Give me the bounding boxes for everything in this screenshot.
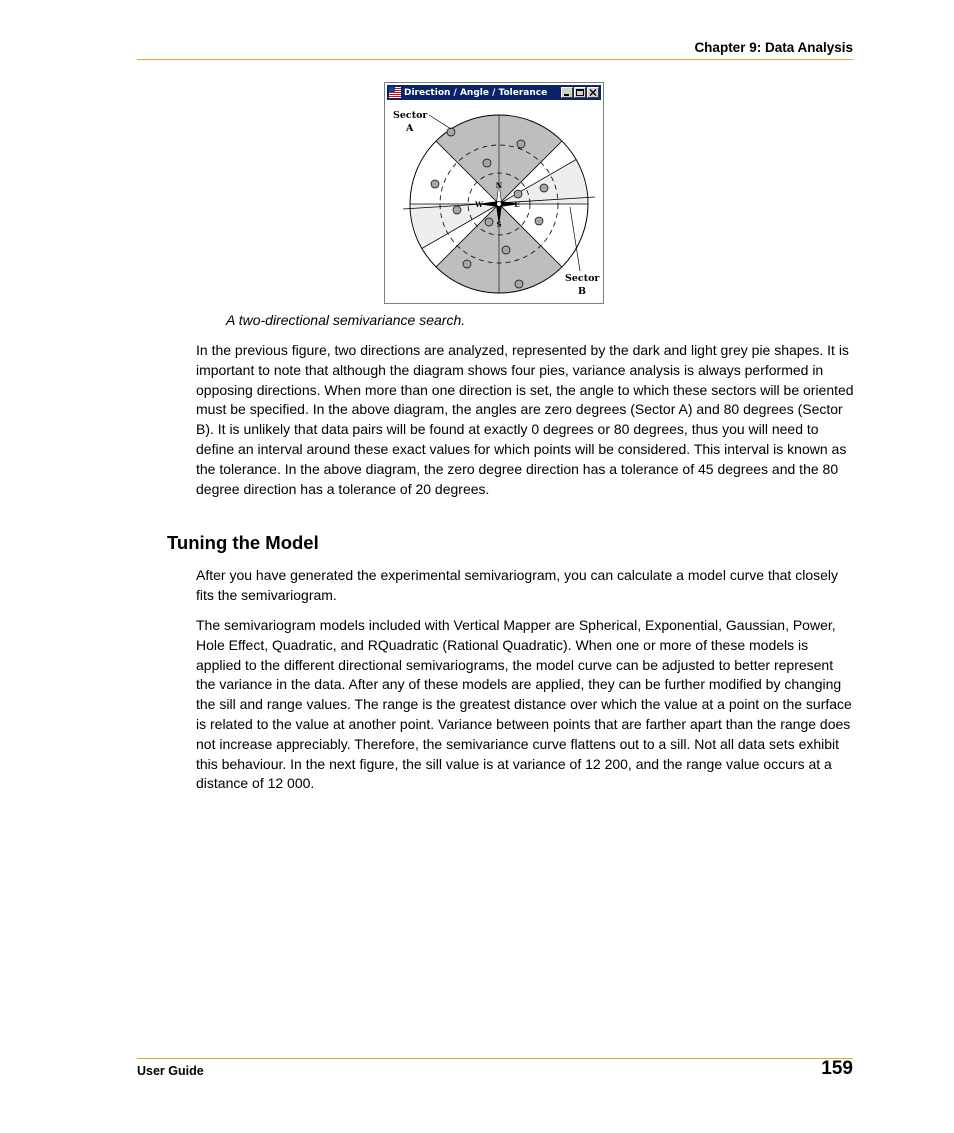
close-icon [589, 89, 597, 96]
header-rule [137, 59, 853, 60]
figure-caption: A two-directional semivariance search. [226, 312, 466, 328]
compass-north-label: N [495, 181, 503, 190]
footer-rule [137, 1058, 853, 1059]
minimize-icon [563, 89, 571, 96]
body-paragraph-3: The semivariogram models included with Vertical Mapper are Spherical, Exponential, Gaussian, Power, Hole Effect, Quadratic, and RQuadratic (Rational Quadratic). When one or more of these models is applied to the different directional semivariograms, the model curve can be adjusted to better represent the variance in the data. After any of these models are applied, they can be further modified by changing the sill and range values. The range is the greatest distance over which the value at a point on the surface is related to the value at another point. Variance between points that are farther apart than the range does not increase appreciably. Therefore, the semivariance curve flattens out to a sill. Not all data sets exhibit this behaviour. In the next figure, the sill value is at variance of 12 200, and the range value occurs at a distance of 12 000. [196, 617, 852, 792]
compass-south-label: S [496, 220, 502, 229]
maximize-icon [576, 89, 584, 96]
compass-east-label: E [514, 200, 520, 209]
sector-a-letter: A [406, 123, 414, 134]
direction-angle-tolerance-window [384, 82, 604, 304]
sector-b-label: Sector [565, 273, 600, 284]
section-heading: Tuning the Model [167, 532, 319, 553]
window-title: Direction / Angle / Tolerance [404, 87, 548, 98]
app-icon [389, 87, 401, 98]
maximize-button[interactable] [574, 87, 586, 98]
window-titlebar[interactable] [387, 85, 601, 100]
body-paragraph-2: After you have generated the experimental semivariogram, you can calculate a model curve that closely fits the semivariogram. [196, 567, 839, 603]
close-button[interactable] [587, 87, 599, 98]
sector-a-label: Sector [393, 110, 428, 121]
page-number: 159 [821, 1058, 853, 1079]
compass-west-label: W [475, 200, 483, 209]
sector-diagram [385, 101, 603, 303]
chapter-title: Chapter 9: Data Analysis [694, 40, 853, 55]
sector-b-letter: B [578, 286, 587, 297]
body-paragraph-1: In the previous figure, two directions are analyzed, represented by the dark and light grey pie shapes. It is important to note that although the diagram shows four pies, variance analysis is always performed in opposing directions. When more than one direction is set, the angle to which these sectors will be oriented must be specified. In the above diagram, the angles are zero degrees (Sector A) and 80 degrees (Sector B). It is unlikely that data pairs will be found at exactly 0 degrees or 80 degrees, thus you will need to define an interval around these exact values for which points will be considered. This interval is known as the tolerance. In the above diagram, the zero degree direction has a tolerance of 45 degrees and the 80 degree direction has a tolerance of 20 degrees. [196, 342, 854, 497]
footer-guide-title: User Guide [137, 1064, 204, 1078]
minimize-button[interactable] [561, 87, 573, 98]
